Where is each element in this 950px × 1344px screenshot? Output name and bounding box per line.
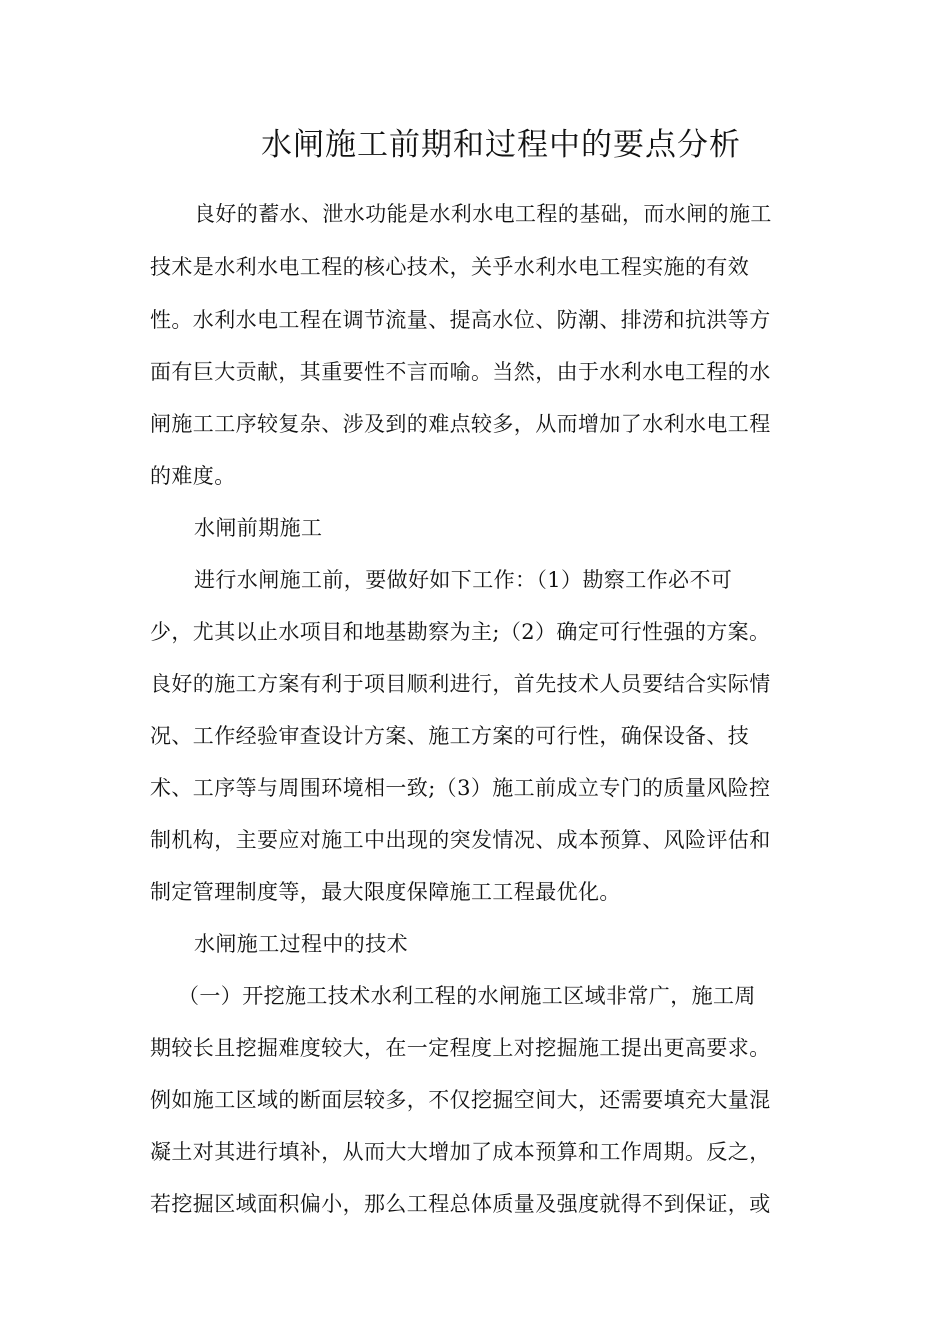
paragraph-line: 期较长且挖掘难度较大，在一定程度上对挖掘施工提出更高要求。 xyxy=(150,1036,771,1060)
paragraph-line: 进行水闸施工前，要做好如下工作：（1）勘察工作必不可 xyxy=(194,568,733,592)
paragraph-line: 的难度。 xyxy=(150,464,236,488)
paragraph-line: 面有巨大贡献，其重要性不言而喻。当然，由于水利水电工程的水 xyxy=(150,360,771,384)
paragraph-line: 制定管理制度等，最大限度保障施工工程最优化。 xyxy=(150,880,621,904)
paragraph-line: 闸施工工序较复杂、涉及到的难点较多，从而增加了水利水电工程 xyxy=(150,412,771,436)
paragraph-line: 制机构，主要应对施工中出现的突发情况、成本预算、风险评估和 xyxy=(150,828,771,852)
section-heading: 水闸前期施工 xyxy=(194,516,323,540)
paragraph-line: 例如施工区域的断面层较多，不仅挖掘空间大，还需要填充大量混 xyxy=(150,1088,771,1112)
paragraph-line: 凝土对其进行填补，从而大大增加了成本预算和工作周期。反之， xyxy=(150,1140,771,1164)
section-heading: 水闸施工过程中的技术 xyxy=(194,932,408,956)
paragraph-line: 若挖掘区域面积偏小，那么工程总体质量及强度就得不到保证，或 xyxy=(150,1192,771,1216)
paragraph-line: 技术是水利水电工程的核心技术，关乎水利水电工程实施的有效 xyxy=(150,255,750,279)
paragraph-line: 少，尤其以止水项目和地基勘察为主;（2）确定可行性强的方案。 xyxy=(150,620,771,644)
paragraph-line: 良好的蓄水、泄水功能是水利水电工程的基础，而水闸的施工 xyxy=(194,202,772,226)
paragraph-line: 况、工作经验审查设计方案、施工方案的可行性，确保设备、技 xyxy=(150,724,750,748)
document-title: 水闸施工前期和过程中的要点分析 xyxy=(261,127,741,163)
paragraph-line: 良好的施工方案有利于项目顺利进行，首先技术人员要结合实际情 xyxy=(150,672,771,696)
paragraph-line: 性。水利水电工程在调节流量、提高水位、防潮、排涝和抗洪等方 xyxy=(150,308,771,332)
paragraph-line: （一）开挖施工技术水利工程的水闸施工区域非常广，施工周 xyxy=(178,984,756,1008)
paragraph-line: 术、工序等与周围环境相一致;（3）施工前成立专门的质量风险控 xyxy=(150,776,771,800)
